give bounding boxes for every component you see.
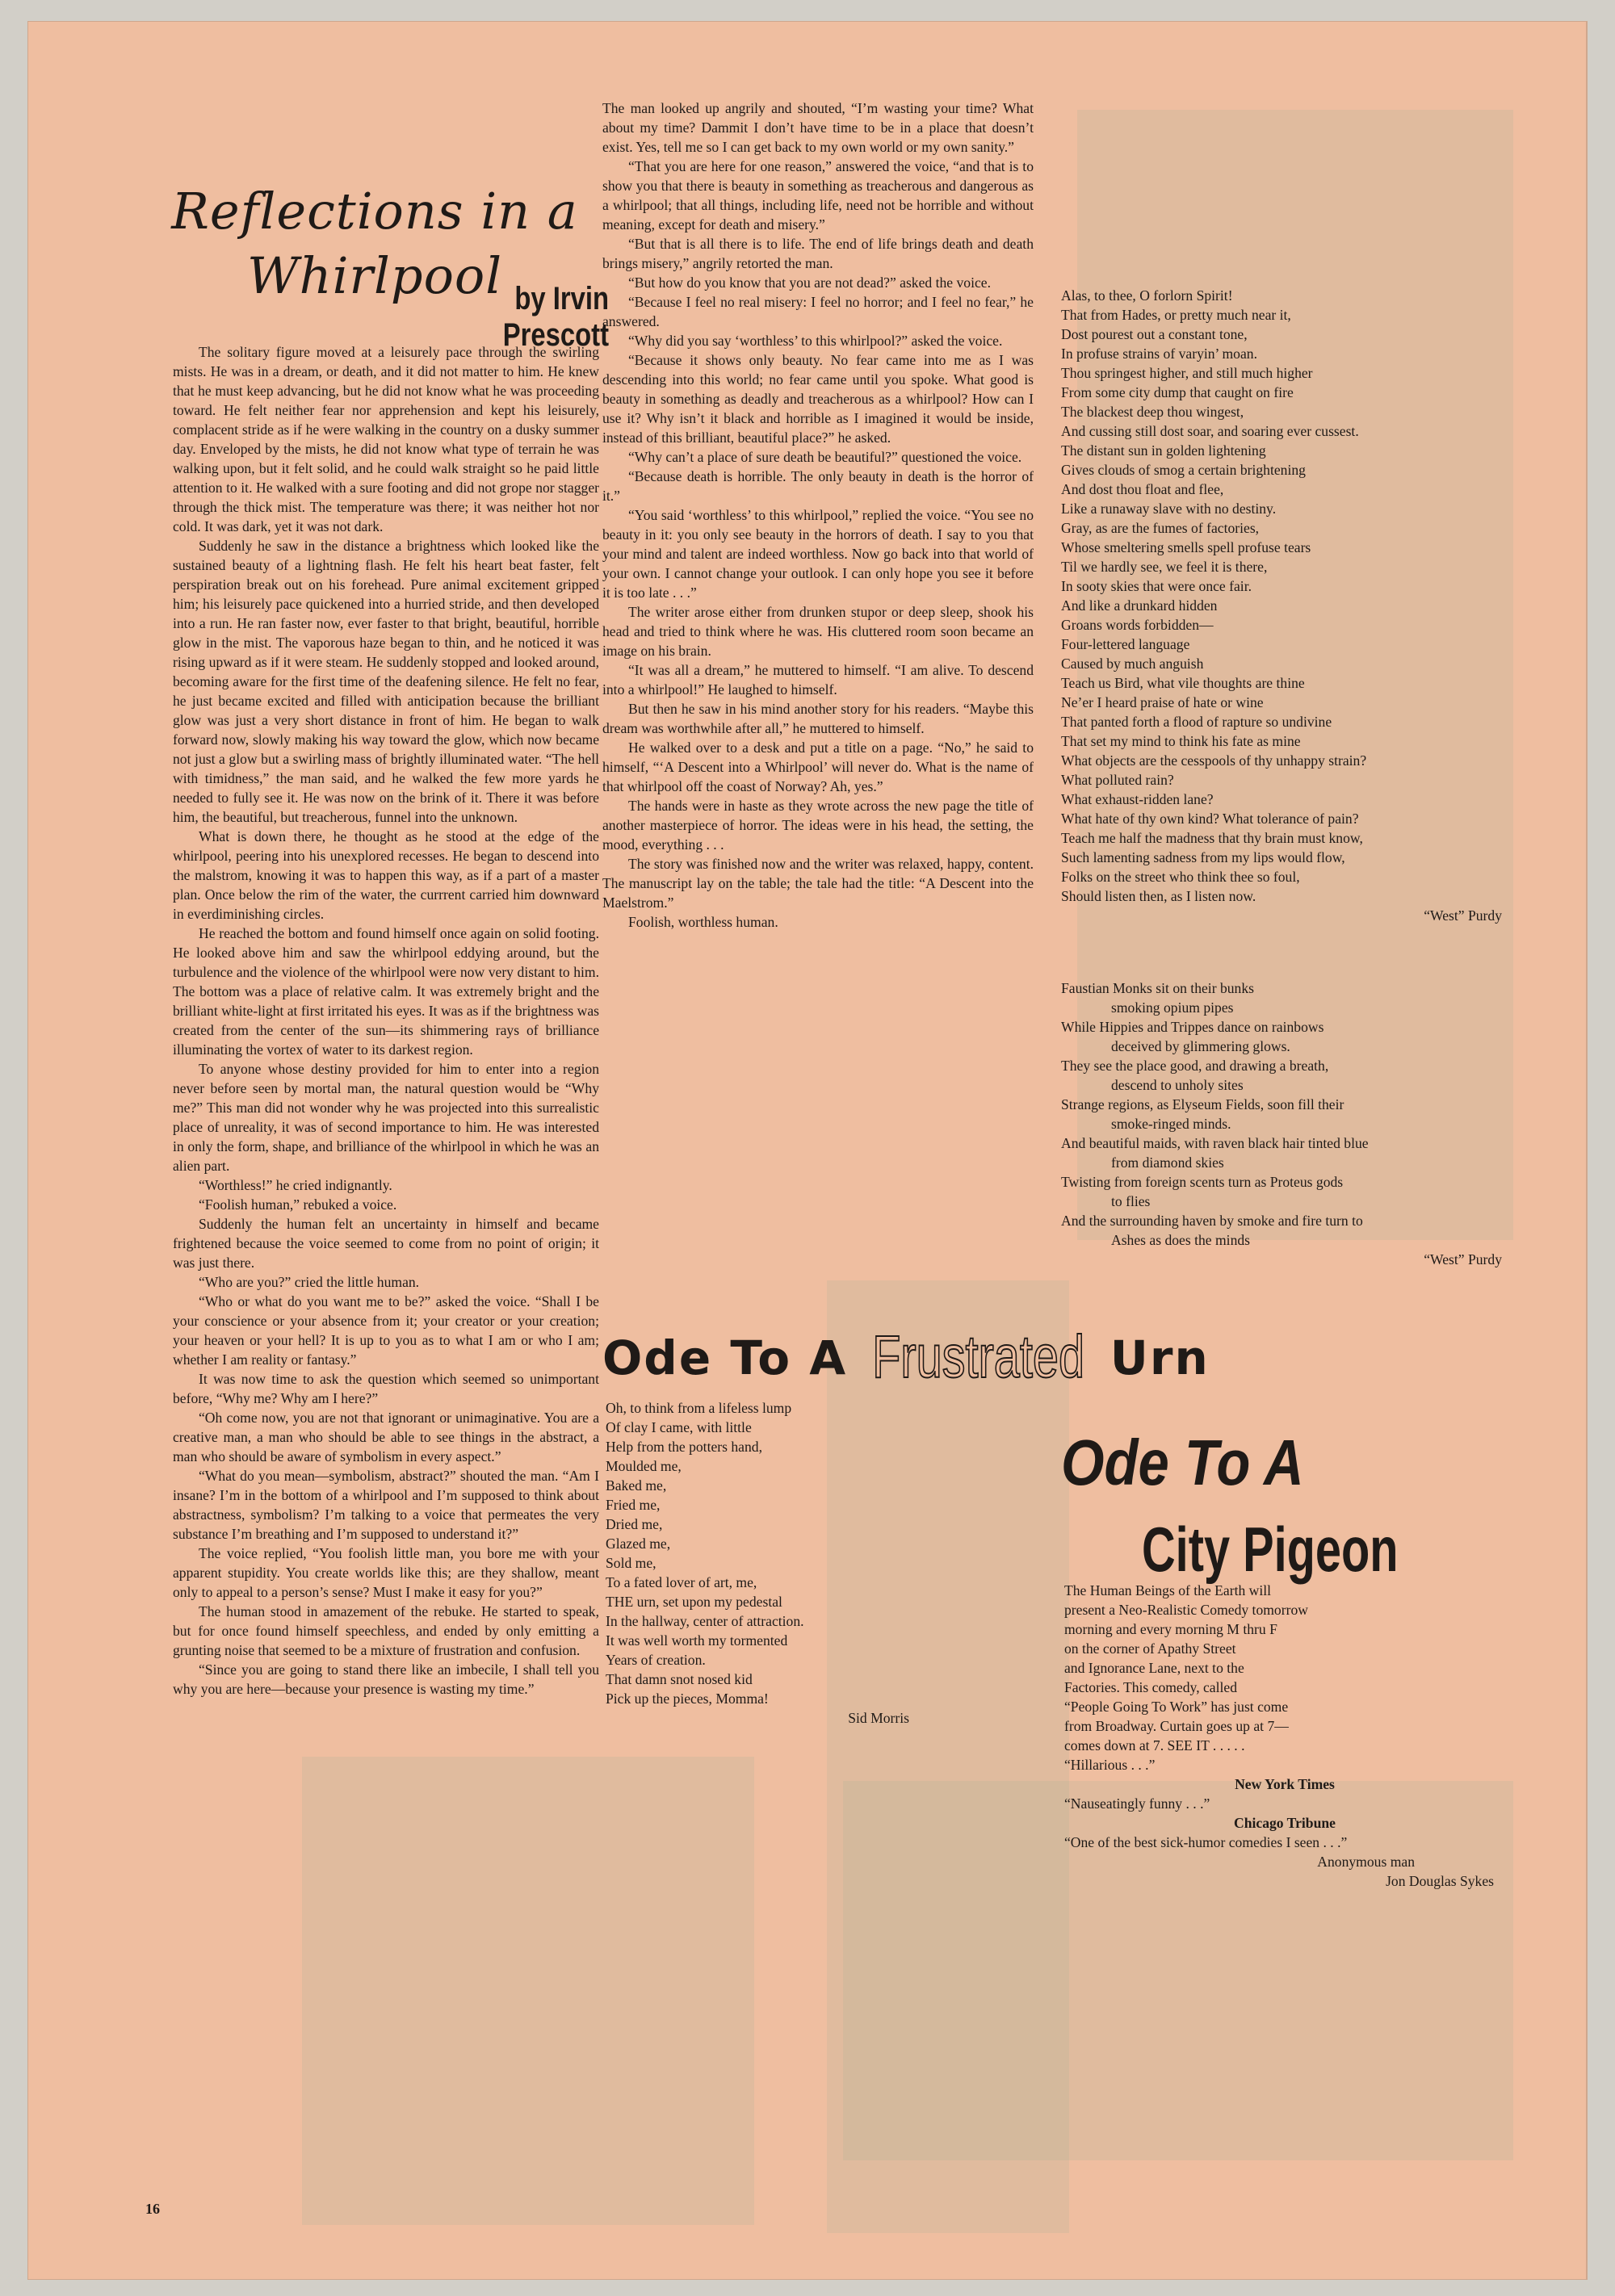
ode-urn-title [602, 1322, 1210, 1391]
poem-bird [1061, 286, 1513, 925]
poem-line: In profuse strains of varyin’ moan. [1061, 346, 1257, 362]
poem-line: Such lamenting sadness from my lips would flow, [1061, 849, 1345, 865]
review-quote-3: “One of the best sick-humor comedies I seen . . .” [1064, 1834, 1348, 1850]
poem-line: to flies [1111, 1193, 1151, 1209]
poem-line: And cussing still dost soar, and soaring ever cussest. [1061, 423, 1359, 439]
story-paragraph: “Because death is horrible. The only beauty in death is the horror of it.” [602, 468, 1034, 504]
poem-line: smoke-ringed minds. [1111, 1116, 1231, 1132]
poem-bird-signature: “West” Purdy [1424, 907, 1502, 924]
poem-line: THE urn, set upon my pedestal [606, 1594, 782, 1610]
story-paragraph: “Foolish human,” rebuked a voice. [199, 1196, 397, 1213]
ode-urn-title-pre: Ode To A [602, 1330, 848, 1385]
poem-line: Glazed me, [606, 1536, 671, 1552]
story-column-2 [602, 98, 1034, 932]
poem-line: Twisting from foreign scents turn as Proteus gods [1061, 1174, 1344, 1190]
ode-pigeon-signature: Jon Douglas Sykes [1386, 1873, 1494, 1889]
story-paragraph: “Worthless!” he cried indignantly. [199, 1177, 392, 1193]
story-paragraph: The man looked up angrily and shouted, “I’m wasting your time? What about my time? Dammit I don’t have time to be in a place that doesn’t exist. Yes, tell me so I can get back to my own world or my own sanity.” [602, 100, 1034, 155]
story-paragraph: “What do you mean—symbolism, abstract?” shouted the man. “Am I insane? I’m in the bottom of a whirlpool and I’m supposed to think about abstractness, symbolism? I’m talking to a voice that permeates the very substance I’m breathing and I’m supposed to understand it?” [173, 1468, 599, 1542]
poem-line: morning and every morning M thru F [1064, 1621, 1277, 1637]
story-paragraph: What is down there, he thought as he stood at the edge of the whirlpool, peering into his unexplored recesses. He began to descend into the malstrom, knowing it was to happen this way, as if a part of a master plan. Once below the rim of the water, the currrent carried him downward in everdiminishing circles. [173, 828, 599, 922]
poem-line: To a fated lover of art, me, [606, 1574, 757, 1590]
poem-line: Teach us Bird, what vile thoughts are thine [1061, 675, 1305, 691]
poem-line: Like a runaway slave with no destiny. [1061, 501, 1277, 517]
poem-monks [1061, 978, 1513, 1269]
poem-line: deceived by glimmering glows. [1111, 1038, 1290, 1054]
story-paragraph: To anyone whose destiny provided for him to enter into a region never before seen by mortal man, the natural question would be “Why me?” This man did not wonder why he was projected into this surrealistic place of unreality, it was of second importance to him. He was interested in only the form, shape, and brilliance of the whirlpool in which he was an alien part. [173, 1061, 599, 1174]
story-paragraph: “You said ‘worthless’ to this whirlpool,” replied the voice. “You see no beauty in it: you only see beauty in the horrors of death. I say to you that your mind and talent are indeed worthless. Now go back into that world of your own. I cannot change your outlook. I can only hope you see it before it is too late . . .” [602, 507, 1034, 601]
story-byline: by Irvin Prescott [502, 281, 609, 353]
poem-line: Alas, to thee, O forlorn Spirit! [1061, 287, 1233, 304]
poem-line: Four-lettered language [1061, 636, 1190, 652]
poem-line: What exhaust-ridden lane? [1061, 791, 1214, 807]
poem-line: on the corner of Apathy Street [1064, 1640, 1236, 1657]
poem-line: present a Neo-Realistic Comedy tomorrow [1064, 1602, 1308, 1618]
poem-urn-lines [606, 1398, 921, 1708]
poem-line: descend to unholy sites [1111, 1077, 1244, 1093]
poem-line: Ne’er I heard praise of hate or wine [1061, 694, 1264, 710]
story-paragraph: The human stood in amazement of the rebuke. He started to speak, but for once found himself speechless, and ended by only emitting a grunting noise that seemed to be a mixture of frustration and confusion. [173, 1603, 599, 1658]
poem-line: Baked me, [606, 1477, 667, 1494]
story-column-1 [173, 342, 599, 1699]
poem-line: In the hallway, center of attraction. [606, 1613, 804, 1629]
poem-monks-signature: “West” Purdy [1424, 1251, 1502, 1267]
story-paragraph: The writer arose either from drunken stupor or deep sleep, shook his head and tried to think where he was. His cluttered room soon became an image on his brain. [602, 604, 1034, 659]
poem-line: And like a drunkard hidden [1061, 597, 1218, 614]
poem-line: Should listen then, as I listen now. [1061, 888, 1256, 904]
review-source-3: Anonymous man [1317, 1854, 1415, 1870]
page-number: 16 [145, 2201, 160, 2217]
story-paragraph: Foolish, worthless human. [628, 914, 778, 930]
poem-line: And dost thou float and flee, [1061, 481, 1224, 497]
story-paragraph: He walked over to a desk and put a title on a page. “No,” he said to himself, “‘A Descent into a Whirlpool’ will never do. What is the name of that whirlpool off the coast of Norway? Ah, yes.” [602, 739, 1034, 794]
story-paragraph: But then he saw in his mind another story for his readers. “Maybe this dream was worthwhile after all,” he muttered to himself. [602, 701, 1034, 736]
review-source-2: Chicago Tribune [1234, 1815, 1336, 1831]
poem-line: Faustian Monks sit on their bunks [1061, 980, 1254, 996]
poem-line: They see the place good, and drawing a breath, [1061, 1058, 1329, 1074]
poem-line: Thou springest higher, and still much higher [1061, 365, 1313, 381]
story-paragraph: “Because it shows only beauty. No fear came into me as I was descending into this world; no fear came until you spoke. What good is beauty in something as deadly and treacherous as a whirlpool? How can I use it? Why isn’t it black and horrible as I imagined it would be inside, instead of this brilliant, beautiful place?” he asked. [602, 352, 1034, 446]
poem-line: Factories. This comedy, called [1064, 1679, 1237, 1695]
poem-line: What polluted rain? [1061, 772, 1174, 788]
poem-line: The distant sun in golden lightening [1061, 442, 1266, 459]
poem-line: Oh, to think from a lifeless lump [606, 1400, 792, 1416]
review-source-1: New York Times [1235, 1776, 1335, 1792]
poem-line: Caused by much anguish [1061, 656, 1204, 672]
poem-line: Gives clouds of smog a certain brightening [1061, 462, 1306, 478]
poem-line: comes down at 7. SEE IT . . . . . [1064, 1737, 1245, 1753]
story-paragraph: Suddenly the human felt an uncertainty in himself and became frightened because the voice seemed to come from no point of origin; it was just there. [173, 1216, 599, 1271]
poem-line: In sooty skies that were once fair. [1061, 578, 1252, 594]
page-edge [1586, 21, 1588, 2280]
poem-line: That panted forth a flood of rapture so undivine [1061, 714, 1332, 730]
story-paragraph: The story was finished now and the writer was relaxed, happy, content. The manuscript lay on the table; the tale had the title: “A Descent into the Maelstrom.” [602, 856, 1034, 911]
ode-pigeon-title-1: Ode To A [1061, 1427, 1304, 1498]
story-paragraph: “But that is all there is to life. The end of life brings death and death brings misery,” angrily retorted the man. [602, 236, 1034, 271]
poem-line: Whose smeltering smells spell profuse tears [1061, 539, 1311, 555]
poem-line: Ashes as does the minds [1111, 1232, 1251, 1248]
poem-line: The blackest deep thou wingest, [1061, 404, 1244, 420]
poem-line: That damn snot nosed kid [606, 1671, 753, 1687]
review-quote-2: “Nauseatingly funny . . .” [1064, 1795, 1210, 1812]
poem-line: Strange regions, as Elyseum Fields, soon fill their [1061, 1096, 1344, 1112]
poem-line: Fried me, [606, 1497, 661, 1513]
ode-pigeon-body [1064, 1581, 1505, 1891]
poem-line: Moulded me, [606, 1458, 682, 1474]
poem-line: The Human Beings of the Earth will [1064, 1582, 1272, 1598]
poem-line: What objects are the cesspools of thy unhappy strain? [1061, 752, 1367, 769]
story-paragraph: “Oh come now, you are not that ignorant or unimaginative. You are a creative man, a man who should be able to see things in the abstract, a man who should be aware of symbolism in every aspect.” [173, 1410, 599, 1464]
story-paragraph: “Why can’t a place of sure death be beautiful?” questioned the voice. [628, 449, 1022, 465]
story-paragraph: The hands were in haste as they wrote across the new page the title of another masterpiece of horror. The ideas were in his head, the setting, the mood, everything . . . [602, 798, 1034, 853]
story-paragraph: “That you are here for one reason,” answered the voice, “and that is to show you that there is beauty in something as treacherous and dangerous as a whirlpool; that all things, including life, need not be horrible and without meaning, except for death and misery.” [602, 158, 1034, 233]
newspaper-page [27, 21, 1588, 2280]
poem-bird-lines [1061, 286, 1513, 906]
story-paragraph: The voice replied, “You foolish little man, you bore me with your apparent stupidity. You create worlds like this; are they shallow, meant only to appeal to a person’s sense? Must I make it easy for you?” [173, 1545, 599, 1600]
poem-monks-lines [1061, 978, 1513, 1250]
poem-line: Folks on the street who think thee so foul, [1061, 869, 1300, 885]
poem-line: And beautiful maids, with raven black hair tinted blue [1061, 1135, 1369, 1151]
poem-line: Teach me half the madness that thy brain must know, [1061, 830, 1363, 846]
poem-line: And the surrounding haven by smoke and fire turn to [1061, 1213, 1363, 1229]
ode-pigeon-title-2: City Pigeon [1142, 1514, 1399, 1585]
poem-line: from diamond skies [1111, 1154, 1224, 1171]
ode-urn-title-post: Urn [1110, 1330, 1210, 1385]
story-paragraph: “Since you are going to stand there like an imbecile, I shall tell you why you are here—because your presence is wasting my time.” [173, 1661, 599, 1697]
poem-line: Pick up the pieces, Momma! [606, 1691, 769, 1707]
poem-line: “Hillarious . . .” [1064, 1757, 1156, 1773]
story-paragraph: He reached the bottom and found himself once again on solid footing. He looked above him and saw the whirlpool eddying around, but the turbulence and the violence of the whirlpool were now very distant to him. The bottom was a place of relative calm. It was extremely bright and the brilliant white-light at first irritated his eyes. It was as if the brightness was created from the center of the sun—its shimmering rays of brilliance illuminating the vortex of water to its darkest region. [173, 925, 599, 1058]
story-paragraph: “But how do you know that you are not dead?” asked the voice. [628, 274, 992, 291]
poem-line: What hate of thy own kind? What tolerance of pain? [1061, 811, 1359, 827]
story-paragraph: “Who or what do you want me to be?” asked the voice. “Shall I be your conscience or your absence from it; your creator or your creation; your heaven or your hell? It is up to you as to what I am or who I am; whether I am reality or fantasy.” [173, 1293, 599, 1368]
poem-urn-signature: Sid Morris [848, 1710, 909, 1726]
story-paragraph: The solitary figure moved at a leisurely pace through the swirling mists. He was in a dream, or death, and it did not matter to him. He knew that he must keep advancing, but he did not know what he was proceeding toward. He felt neither fear nor apprehension and kept his leisurely, complacent stride as if he were walking in the country on a dusky summer day. Enveloped by the mists, he did not know what type of terrain he was walking upon, but it felt solid, and he could walk straight so he paid little attention to it. He walked with a sure footing and did not grope nor stagger through the thick mist. The temperature was there; it was neither hot nor cold. It was dark, yet it was not dark. [173, 344, 599, 534]
poem-line: Til we hardly see, we feel it is there, [1061, 559, 1268, 575]
poem-line: Of clay I came, with little [606, 1419, 752, 1435]
poem-line: from Broadway. Curtain goes up at 7— [1064, 1718, 1289, 1734]
poem-line: It was well worth my tormented [606, 1632, 788, 1649]
ode-urn-title-outlined-word: Frustrated [872, 1323, 1085, 1390]
ode-pigeon-lines [1064, 1581, 1505, 1774]
poem-line: Dost pourest out a constant tone, [1061, 326, 1248, 342]
story-title: Reflections in a Whirlpool [171, 182, 578, 305]
poem-line: Sold me, [606, 1555, 656, 1571]
story-paragraph: “Who are you?” cried the little human. [199, 1274, 420, 1290]
poem-line: While Hippies and Trippes dance on rainbows [1061, 1019, 1324, 1035]
story-paragraph: Suddenly he saw in the distance a brightness which looked like the sustained beauty of a lightning flash. He felt his heart beat faster, felt perspiration break out on his forehead. Pure animal excitement gripped him; his leisurely pace quickened into a hurried stride, and then developed into a run. He ran faster now, ever faster to that bright, beautiful, horrible glow in the mist. The vaporous haze began to thin, and he noticed it was rising upward as if it were steam. He suddenly stopped and looked around, becoming aware for the first time of the deafening silence. He felt no fear, he just became excited and filled with anticipation because the brilliant glow was just a very short distance in front of him. He began to walk forward now, slowly making his way toward the glow, which now became not just a glow but a swirling mass of brightly illuminated water. “The hell with timidness,” the man said, and he walked the few more yards he needed to fully see it. He was now on the brink of it. There it was before him, the beautiful, but treacherous, funnel into the unknown. [173, 538, 599, 825]
story-paragraph: “It was all a dream,” he muttered to himself. “I am alive. To descend into a whirlpool!” He laughed to himself. [602, 662, 1034, 698]
story-paragraph: It was now time to ask the question which seemed so unimportant before, “Why me? Why am I here?” [173, 1371, 599, 1406]
poem-line: From some city dump that caught on fire [1061, 384, 1294, 400]
poem-line: smoking opium pipes [1111, 999, 1234, 1016]
poem-line: That from Hades, or pretty much near it, [1061, 307, 1291, 323]
poem-line: and Ignorance Lane, next to the [1064, 1660, 1244, 1676]
poem-line: Gray, as are the fumes of factories, [1061, 520, 1260, 536]
poem-line: Help from the potters hand, [606, 1439, 762, 1455]
story-paragraph: “Why did you say ‘worthless’ to this whirlpool?” asked the voice. [628, 333, 1003, 349]
poem-line: Years of creation. [606, 1652, 706, 1668]
poem-urn [606, 1398, 921, 1728]
poem-line: That set my mind to think his fate as mine [1061, 733, 1301, 749]
show-through-block [302, 1757, 754, 2225]
poem-line: “People Going To Work” has just come [1064, 1699, 1289, 1715]
poem-line: Dried me, [606, 1516, 663, 1532]
story-paragraph: “Because I feel no real misery: I feel no horror; and I feel no fear,” he answered. [602, 294, 1034, 329]
poem-line: Groans words forbidden— [1061, 617, 1214, 633]
